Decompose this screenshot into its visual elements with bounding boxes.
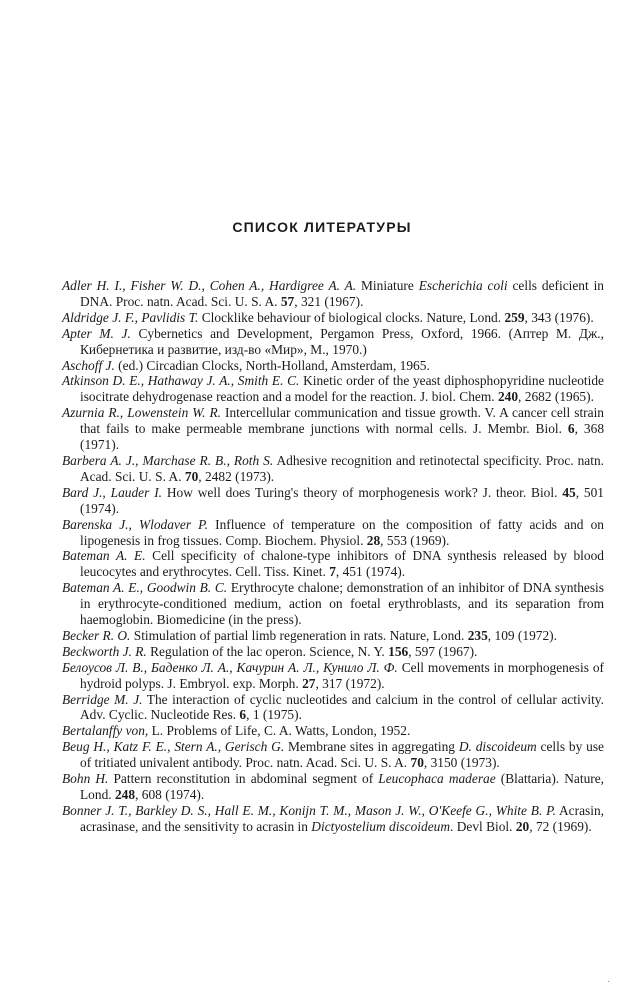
- reference-entry: Aschoff J. (ed.) Circadian Clocks, North-Holland, Amsterdam, 1965.: [62, 357, 430, 373]
- reference-list: [62, 278, 604, 835]
- reference-authors: Azurnia R., Lowenstein W. R.: [62, 405, 222, 421]
- reference-entry: Beckworth J. R. Regulation of the lac operon. Science, N. Y. 156, 597 (1967).: [62, 643, 478, 659]
- reference-entry: Adler H. I., Fisher W. D., Cohen A., Hardigree A. A. Miniature Escherichia coli cells deficient in DNA. Proc. natn. Acad. Sci. U. S. A. 57, 321 (1967).: [62, 278, 605, 309]
- reference-authors: Atkinson D. E., Hathaway J. A., Smith E. C.: [62, 373, 300, 389]
- reference-entry: Bateman A. E. Cell specificity of chalone-type inhibitors of DNA synthesis released by blood leucocytes and erythrocytes. Cell. Tiss. Kinet. 7, 451 (1974).: [62, 548, 604, 580]
- reference-authors: Bateman A. E., Goodwin B. C.: [62, 580, 228, 596]
- reference-authors: Aschoff J.: [62, 357, 115, 373]
- reference-authors: Adler H. I., Fisher W. D., Cohen A., Hardigree A. A.: [62, 278, 357, 293]
- reference-entry: Barbera A. J., Marchase R. B., Roth S. Adhesive recognition and retinotectal specificity. Proc. natn. Acad. Sci. U. S. A. 70, 2482 (1973).: [62, 452, 605, 484]
- reference-authors: Bertalanffy von,: [62, 723, 149, 739]
- reference-entry: Azurnia R., Lowenstein W. R. Intercellular communication and tissue growth. V. A cancer cell strain that fails to make permeable membrane junctions with normal cells. J. Membr. Biol. 6, 368 (1971).: [62, 405, 605, 453]
- reference-entry: Aldridge J. F., Pavlidis T. Clocklike behaviour of biological clocks. Nature, Lond. 259, 343 (1976).: [62, 309, 594, 325]
- reference-authors: Bateman A. E.: [62, 548, 146, 564]
- reference-authors: Bard J., Lauder I.: [62, 484, 162, 500]
- reference-authors: Barenska J., Wlodaver P.: [62, 516, 208, 532]
- reference-entry: Barenska J., Wlodaver P. Influence of temperature on the composition of fatty acids and on lipogenesis in frog tissues. Comp. Biochem. Physiol. 28, 553 (1969).: [62, 516, 604, 548]
- reference-authors: Bonner J. T., Barkley D. S., Hall E. M., Konijn T. M., Mason J. W., O'Keefe G., White B. P.: [62, 802, 556, 818]
- reference-entry: Atkinson D. E., Hathaway J. A., Smith E. C. Kinetic order of the yeast diphosphopyridine nucleotide isocitrate dehydrogenase reaction and a model for the reaction. J. biol. Chem. 240, 2682 (1965).: [62, 373, 604, 405]
- reference-entry: Bertalanffy von, L. Problems of Life, C. A. Watts, London, 1952.: [62, 723, 411, 739]
- reference-entry: Beug H., Katz F. E., Stern A., Gerisch G. Membrane sites in aggregating D. discoideum cells by use of tritiated univalent antibody. Proc. natn. Acad. Sci. U. S. A. 70, 3150 (1973).: [62, 739, 604, 771]
- reference-entry: Apter M. J. Cybernetics and Development, Pergamon Press, Oxford, 1966. (Аптер М. Дж., Кибернетика и развитие, изд-во «Мир», М., 1970.): [62, 325, 604, 357]
- reference-authors: Белоусов Л. В., Баденко Л. А., Качурин А. Л., Кунило Л. Ф.: [62, 659, 398, 675]
- reference-authors: Aldridge J. F., Pavlidis T.: [62, 309, 199, 325]
- reference-authors: Beckworth J. R.: [62, 643, 147, 659]
- reference-entry: Berridge M. J. The interaction of cyclic nucleotides and calcium in the control of cellular activity. Adv. Cyclic. Nucleotide Res. 6, 1 (1975).: [62, 691, 604, 723]
- reference-entry: Bohn H. Pattern reconstitution in abdominal segment of Leucophaca maderae (Blattaria). Nature, Lond. 248, 608 (1974).: [62, 771, 605, 802]
- reference-entry: Bonner J. T., Barkley D. S., Hall E. M., Konijn T. M., Mason J. W., O'Keefe G., White B. P. Acrasin, acrasinase, and the sensitivity to acrasin in Dictyostelium discoideum. Devl Biol. 20, 72 (1969).: [62, 802, 605, 834]
- reference-authors: Apter M. J.: [62, 325, 131, 341]
- reference-entry: Becker R. O. Stimulation of partial limb regeneration in rats. Nature, Lond. 235, 109 (1972).: [62, 627, 557, 643]
- reference-entry: Bard J., Lauder I. How well does Turing's theory of morphogenesis work? J. theor. Biol. 45, 501 (1974).: [62, 484, 604, 516]
- reference-authors: Berridge M. J.: [62, 691, 143, 707]
- reference-entry: Bateman A. E., Goodwin B. C. Erythrocyte chalone; demonstration of an inhibitor of DNA synthesis in erythrocyte-conditioned medium, action on foetal erythroblasts, and its separation from haemoglobin. Biomedicine (in the press).: [62, 580, 604, 628]
- reference-authors: Becker R. O.: [62, 627, 131, 643]
- reference-entry: Белоусов Л. В., Баденко Л. А., Качурин А. Л., Кунило Л. Ф. Cell movements in morphogenesis of hydroid polyps. J. Embryol. exp. Morph. 27, 317 (1972).: [62, 659, 605, 691]
- page-title: СПИСОК ЛИТЕРАТУРЫ: [232, 219, 412, 235]
- corner-mark: .: [607, 974, 610, 985]
- reference-authors: Barbera A. J., Marchase R. B., Roth S.: [62, 452, 274, 468]
- reference-authors: Bohn H.: [62, 771, 109, 787]
- reference-authors: Beug H., Katz F. E., Stern A., Gerisch G.: [62, 739, 285, 755]
